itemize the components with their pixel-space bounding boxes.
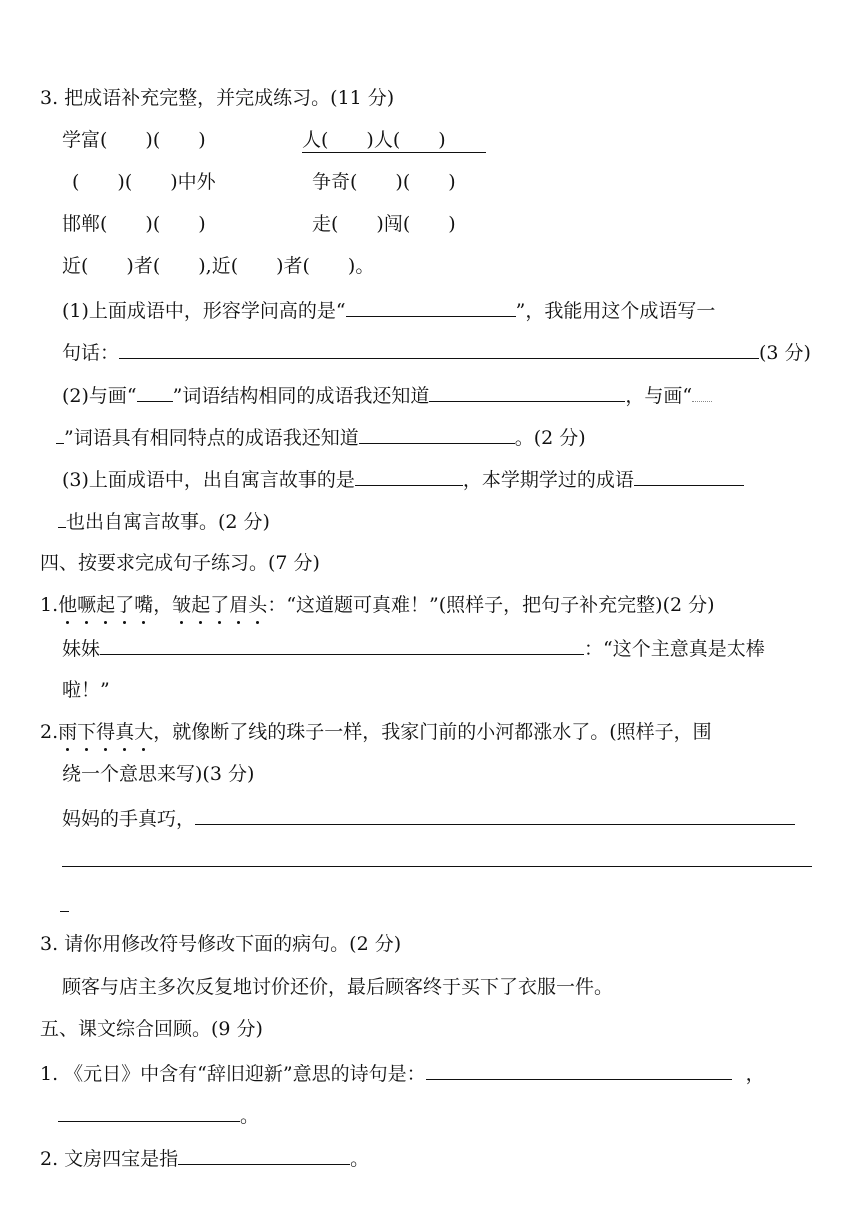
q3-sub2-wavy-mark xyxy=(692,384,712,402)
sec4-q2-blank1[interactable] xyxy=(195,805,795,825)
sec5-q2-pre: 2. 文房四宝是指 xyxy=(40,1148,179,1170)
q3-sub2-underline-mark xyxy=(137,382,173,402)
dotted-char: 皱 xyxy=(172,594,192,616)
q3-sub3-line2 xyxy=(58,508,270,532)
q3-sub3-blank2[interactable] xyxy=(634,466,744,486)
idiom-zou-chuang: 走( )闯( ) xyxy=(312,213,456,235)
q3-sub1-line2 xyxy=(62,339,811,363)
sec4-q1-line2-post: ：“这个主意真是太棒 xyxy=(584,638,765,660)
sec4-q1-line2-pre: 妹妹 xyxy=(62,638,101,660)
q3-sub3-line2-text: 也出自寓言故事。(2 分) xyxy=(66,511,270,533)
q3-sub2-line2-end: 。(2 分) xyxy=(514,427,586,449)
q3-sub3-mid: ，本学期学过的成语 xyxy=(462,469,634,491)
dotted-char: 雨 xyxy=(58,721,78,743)
dotted-char: 眉 xyxy=(229,594,249,616)
sec4-q1-line1 xyxy=(40,593,715,617)
q3-sub3-blank2-tail xyxy=(58,508,66,528)
q3-title: 3. 把成语补充完整，并完成练习。(11 分) xyxy=(40,87,395,109)
q3-sub2-pre: (2)与画“ xyxy=(62,385,137,407)
dotted-char: 嘴 xyxy=(134,594,154,616)
sec5-q1-comma: ， xyxy=(745,1063,765,1085)
q3-sub2-wavy-tail xyxy=(56,424,64,444)
q3-sub2-line2-mid: ”词语具有相同特点的成语我还知道 xyxy=(64,427,359,449)
sec4-q2-line3 xyxy=(62,805,795,829)
sec4-q2-rest: ，就像断了线的珠子一样，我家门前的小河都涨水了。(照样子，围 xyxy=(153,721,712,743)
q3-sub3-blank1[interactable] xyxy=(355,466,463,486)
sec5-q1-pre: 1. 《元日》中含有“辞旧迎新”意思的诗句是： xyxy=(40,1063,426,1085)
q3-sub2-post: ，与画“ xyxy=(625,385,693,407)
sec5-q1-end: 。 xyxy=(240,1105,260,1127)
sec4-q2-answer-tail xyxy=(60,911,69,912)
sec4-q2-dotted-phrase xyxy=(58,721,153,743)
idiom-jinzhe: 近( )者( ),近( )者( )。 xyxy=(62,255,375,277)
sec4-q1-comma: ， xyxy=(153,594,173,616)
dotted-char: 他 xyxy=(58,594,78,616)
idiom-handan: 邯郸( )( ) xyxy=(62,213,206,235)
dotted-char: 起 xyxy=(96,594,116,616)
sec4-q1-line2 xyxy=(62,635,765,659)
sec4-q1-blank[interactable] xyxy=(100,635,584,655)
q3-sub2-mid: ”词语结构相同的成语我还知道 xyxy=(172,385,430,407)
sec5-q2-end: 。 xyxy=(350,1148,370,1170)
q3-sub2-blank1[interactable] xyxy=(429,382,625,402)
q3-sub1-pre: (1)上面成语中，形容学问高的是“ xyxy=(62,300,346,322)
q3-sub1-blank[interactable] xyxy=(346,297,516,317)
idiom-xuefu: 学富( )( ) xyxy=(62,129,206,151)
q3-sub2-line2 xyxy=(56,424,586,448)
sec4-q1-dotted-phrase2 xyxy=(172,594,267,616)
dotted-char: 大 xyxy=(134,721,154,743)
dotted-char: 了 xyxy=(115,594,135,616)
sec5-q1-blank1[interactable] xyxy=(426,1060,732,1080)
sec4-q3: 3. 请你用修改符号修改下面的病句。(2 分) xyxy=(40,933,402,955)
sec4-q2-line2: 绕一个意思来写)(3 分) xyxy=(62,763,255,785)
dotted-char: 了 xyxy=(210,594,230,616)
sec5-q2-blank[interactable] xyxy=(178,1145,350,1165)
sec5-title: 五、课文综合回顾。(9 分) xyxy=(40,1018,263,1040)
dotted-char: 头 xyxy=(248,594,268,616)
sec4-q1-line3: 啦！” xyxy=(62,679,110,701)
q3-sub1-line1 xyxy=(62,297,715,321)
dotted-char: 得 xyxy=(96,721,116,743)
sec4-q1-num: 1. xyxy=(40,594,59,616)
dotted-char: 真 xyxy=(115,721,135,743)
sec4-q2-num: 2. xyxy=(40,721,59,743)
q3-sub1-post: ”，我能用这个成语写一 xyxy=(515,300,716,322)
dotted-char: 噘 xyxy=(77,594,97,616)
q3-sub2-line1 xyxy=(62,382,712,406)
sec4-q2-line1 xyxy=(40,720,712,744)
sec4-q3-sentence[interactable]: 顾客与店主多次反复地讨价还价，最后顾客终于买下了衣服一件。 xyxy=(62,976,614,998)
sec4-q1-rest: ：“这道题可真难！”(照样子，把句子补充完整)(2 分) xyxy=(267,594,715,616)
q3-sub3-pre: (3)上面成语中，出自寓言故事的是 xyxy=(62,469,355,491)
sec5-q1-line1 xyxy=(40,1060,765,1084)
sec5-q1-blank2[interactable] xyxy=(58,1102,240,1122)
q3-sub1-line2-label: 句话： xyxy=(62,342,120,364)
sec5-q1-line2 xyxy=(58,1102,259,1126)
sec4-title: 四、按要求完成句子练习。(7 分) xyxy=(40,552,320,574)
sec4-q2-answer-line[interactable] xyxy=(62,866,812,867)
sec5-q2-line xyxy=(40,1145,369,1169)
idiom-zhongwai: ( )( )中外 xyxy=(72,171,216,193)
idiom-zhengqi: 争奇( )( ) xyxy=(312,171,456,193)
dotted-char: 下 xyxy=(77,721,97,743)
q3-sub3-line1 xyxy=(62,466,744,490)
sec4-q1-dotted-phrase1 xyxy=(58,594,153,616)
dotted-char: 起 xyxy=(191,594,211,616)
q3-sub1-sentence-blank[interactable] xyxy=(119,339,759,359)
q3-sub2-blank2[interactable] xyxy=(359,424,515,444)
q3-sub1-score: (3 分) xyxy=(759,342,811,364)
idiom-ren-ren: 人( )人( ) xyxy=(302,128,486,153)
sec4-q2-line3-text: 妈妈的手真巧， xyxy=(62,808,196,830)
